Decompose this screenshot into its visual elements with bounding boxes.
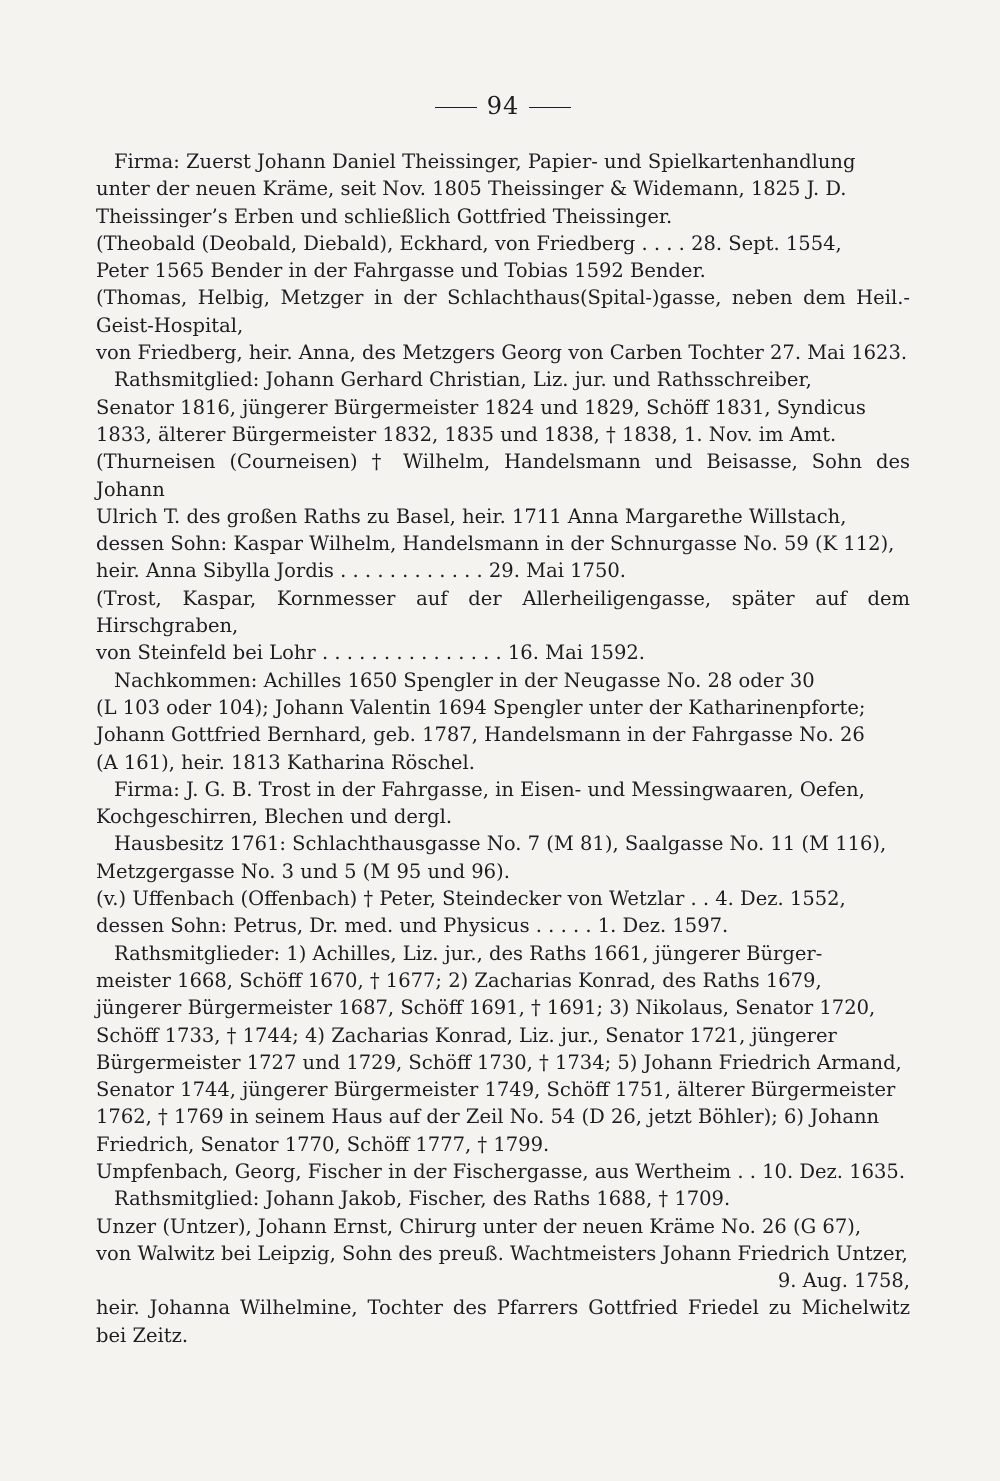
text-line: Rathsmitglied: Johann Gerhard Christian, Liz. jur. und Rathsschreiber, <box>114 368 812 392</box>
text-line: Hausbesitz 1761: Schlachthausgasse No. 7 (M 81), Saalgasse No. 11 (M 116), <box>114 832 887 856</box>
date-line: 9. Aug. 1758, <box>777 1269 910 1293</box>
text-block <box>96 148 910 1349</box>
text-line: Theissinger’s Erben und schließlich Gottfried Theissinger. <box>96 204 673 228</box>
text-line: von Walwitz bei Leipzig, Sohn des preuß. Wachtmeisters Johann Friedrich Untzer, <box>96 1241 908 1265</box>
text-line: 1833, älterer Bürgermeister 1832, 1835 und 1838, † 1838, 1. Nov. im Amt. <box>96 422 837 446</box>
entry-heading-line: (Thurneisen (Courneisen) † Wilhelm, Handelsmann und Beisasse, Sohn des Johann <box>96 450 910 501</box>
text-line: dessen Sohn: Petrus, Dr. med. und Physicus . . . . . 1. Dez. 1597. <box>96 914 729 938</box>
text-line: 1762, † 1769 in seinem Haus auf der Zeil No. 54 (D 26, jetzt Böhler); 6) Johann <box>96 1105 880 1129</box>
text-line: Firma: Zuerst Johann Daniel Theissinger, Papier- und Spielkartenhandlung <box>114 150 856 173</box>
text-line: (A 161), heir. 1813 Katharina Röschel. <box>96 750 475 774</box>
text-line: Senator 1816, jüngerer Bürgermeister 1824 und 1829, Schöff 1831, Syndicus <box>96 395 866 419</box>
text-line: von Steinfeld bei Lohr . . . . . . . . . . . . . . . 16. Mai 1592. <box>96 641 645 665</box>
entry-heading-line: (Trost, Kaspar, Kornmesser auf der Allerheiligengasse, später auf dem Hirschgraben, <box>96 586 910 638</box>
page-number: 94 <box>486 92 520 120</box>
text-line: Bürgermeister 1727 und 1729, Schöff 1730, † 1734; 5) Johann Friedrich Armand, <box>96 1050 902 1074</box>
right-ornament <box>529 107 571 108</box>
text-line: Schöff 1733, † 1744; 4) Zacharias Konrad, Liz. jur., Senator 1721, jüngerer <box>96 1023 837 1047</box>
text-line: Ulrich T. des großen Raths zu Basel, heir. 1711 Anna Margarethe Willstach, <box>96 504 847 528</box>
text-line: (L 103 oder 104); Johann Valentin 1694 Spengler unter der Katharinenpforte; <box>96 695 866 719</box>
page-number-header <box>96 92 910 120</box>
text-line: Firma: J. G. B. Trost in der Fahrgasse, in Eisen- und Messingwaaren, Oefen, <box>114 777 865 801</box>
entry-heading-line: (Thomas, Helbig, Metzger in der Schlachthaus(Spital-)gasse, neben dem Heil.-Geist-Hospital, <box>96 286 910 337</box>
entry-heading-line: (v.) Uffenbach (Offenbach) † Peter, Steindecker von Wetzlar . . 4. Dez. 1552, <box>96 887 846 911</box>
entry-heading-line: Unzer (Untzer), Johann Ernst, Chirurg unter der neuen Kräme No. 26 (G 67), <box>96 1214 862 1238</box>
entry-heading-line: Umpfenbach, Georg, Fischer in der Fischergasse, aus Wertheim . . 10. Dez. 1635. <box>96 1159 906 1183</box>
text-line: Metzgergasse No. 3 und 5 (M 95 und 96). <box>96 859 510 883</box>
text-line: von Friedberg, heir. Anna, des Metzgers Georg von Carben Tochter 27. Mai 1623. <box>96 341 908 365</box>
text-line: Peter 1565 Bender in der Fahrgasse und Tobias 1592 Bender. <box>96 259 706 283</box>
text-line: jüngerer Bürgermeister 1687, Schöff 1691, † 1691; 3) Nikolaus, Senator 1720, <box>96 996 876 1020</box>
text-line: heir. Johanna Wilhelmine, Tochter des Pfarrers Gottfried Friedel zu Michelwitz bei Zeitz. <box>96 1296 910 1347</box>
text-line: meister 1668, Schöff 1670, † 1677; 2) Zacharias Konrad, des Raths 1679, <box>96 968 822 992</box>
text-line: heir. Anna Sibylla Jordis . . . . . . . . . . . . 29. Mai 1750. <box>96 559 626 583</box>
entry-heading-line: (Theobald (Deobald, Diebald), Eckhard, von Friedberg . . . . 28. Sept. 1554, <box>96 231 842 255</box>
text-line: Kochgeschirren, Blechen und dergl. <box>96 805 453 829</box>
text-line: Senator 1744, jüngerer Bürgermeister 1749, Schöff 1751, älterer Bürgermeister <box>96 1078 896 1102</box>
text-line: Rathsmitglieder: 1) Achilles, Liz. jur., des Raths 1661, jüngerer Bürger- <box>114 941 823 965</box>
text-line: Johann Gottfried Bernhard, geb. 1787, Handelsmann in der Fahrgasse No. 26 <box>96 723 865 747</box>
text-line: Friedrich, Senator 1770, Schöff 1777, † 1799. <box>96 1132 550 1156</box>
text-line: Rathsmitglied: Johann Jakob, Fischer, des Raths 1688, † 1709. <box>114 1187 731 1211</box>
text-line: Nachkommen: Achilles 1650 Spengler in der Neugasse No. 28 oder 30 <box>114 668 815 692</box>
text-line: unter der neuen Kräme, seit Nov. 1805 Theissinger & Widemann, 1825 J. D. <box>96 177 847 201</box>
text-line: dessen Sohn: Kaspar Wilhelm, Handelsmann in der Schnurgasse No. 59 (K 112), <box>96 532 895 556</box>
left-ornament <box>435 107 477 108</box>
